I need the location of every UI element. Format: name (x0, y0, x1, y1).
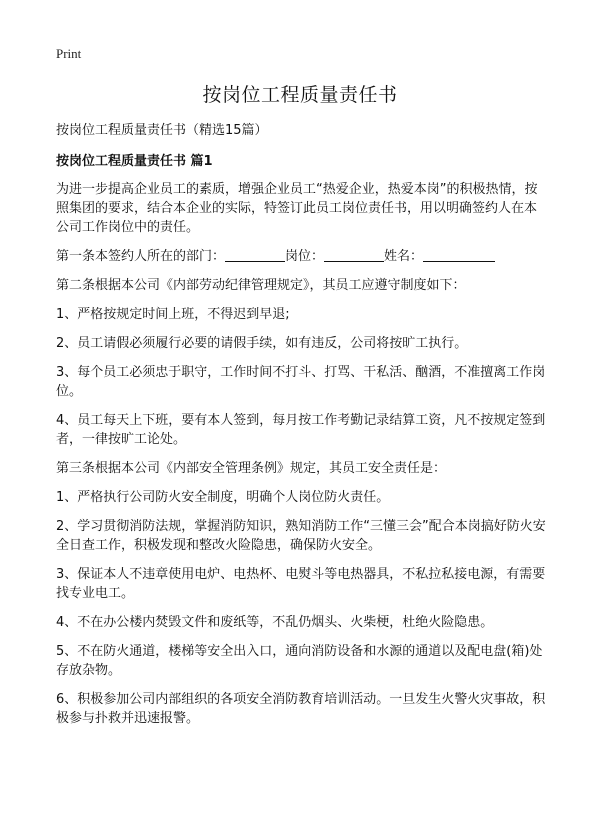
article2-item: 3、每个员工必须忠于职守，工作时间不打斗、打骂、干私活、酗酒，不准擅离工作岗位。 (56, 365, 546, 399)
document-title: 按岗位工程质量责任书 (202, 84, 398, 106)
print-link[interactable]: Print (56, 46, 82, 61)
article3-intro: 第三条根据本公司《内部安全管理条例》规定，其员工安全责任是： (56, 461, 447, 476)
dept-label: 第一条本签约人所在的部门： (56, 249, 226, 264)
article2-item: 4、员工每天上下班，要有本人签到，每月按工作考勤记录结算工资，凡不按规定签到者，一律按旷工论处。 (56, 413, 546, 447)
post-blank (324, 247, 384, 262)
section-heading: 按岗位工程质量责任书 篇1 (56, 154, 213, 169)
article3-item: 4、不在办公楼内焚毁文件和废纸等，不乱仍烟头、火柴梗，杜绝火险隐患。 (56, 615, 494, 630)
document-subtitle: 按岗位工程质量责任书（精选15篇） (56, 123, 268, 138)
form-line (56, 247, 548, 266)
article2-intro: 第二条根据本公司《内部劳动纪律管理规定》，其员工应遵守制度如下： (56, 278, 466, 293)
dept-blank (225, 247, 285, 262)
name-blank (423, 247, 495, 262)
article3-item: 6、积极参加公司内部组织的各项安全消防教育培训活动。一旦发生火警火灾事故，积极参与扑救并迅速报警。 (56, 692, 546, 726)
article3-item: 2、学习贯彻消防法规，掌握消防知识，熟知消防工作“三懂三会”配合本岗搞好防火安全日查工作，积极发现和整改火险隐患，确保防火安全。 (56, 519, 546, 553)
post-label: 岗位： (285, 249, 325, 264)
article3-item: 3、保证本人不违章使用电炉、电热杯、电熨斗等电热器具，不私拉私接电源，有需要找专业电工。 (56, 567, 546, 601)
document-body (56, 121, 548, 738)
article3-item: 5、不在防火通道，楼梯等安全出入口，通向消防设备和水源的通道以及配电盘(箱)处存放杂物。 (56, 644, 543, 678)
article2-item: 1、严格按规定时间上班，不得迟到早退; (56, 307, 290, 322)
name-label: 姓名： (384, 249, 424, 264)
article2-item: 2、员工请假必须履行必要的请假手续，如有违反，公司将按旷工执行。 (56, 336, 468, 351)
article3-item: 1、严格执行公司防火安全制度，明确个人岗位防火责任。 (56, 490, 390, 505)
intro-paragraph: 为进一步提高企业员工的素质，增强企业员工“热爱企业，热爱本岗”的积极热情，按照集团的要求，结合本企业的实际，特签订此员工岗位责任书，用以明确签约人在本公司工作岗位中的责任。 (56, 182, 538, 235)
